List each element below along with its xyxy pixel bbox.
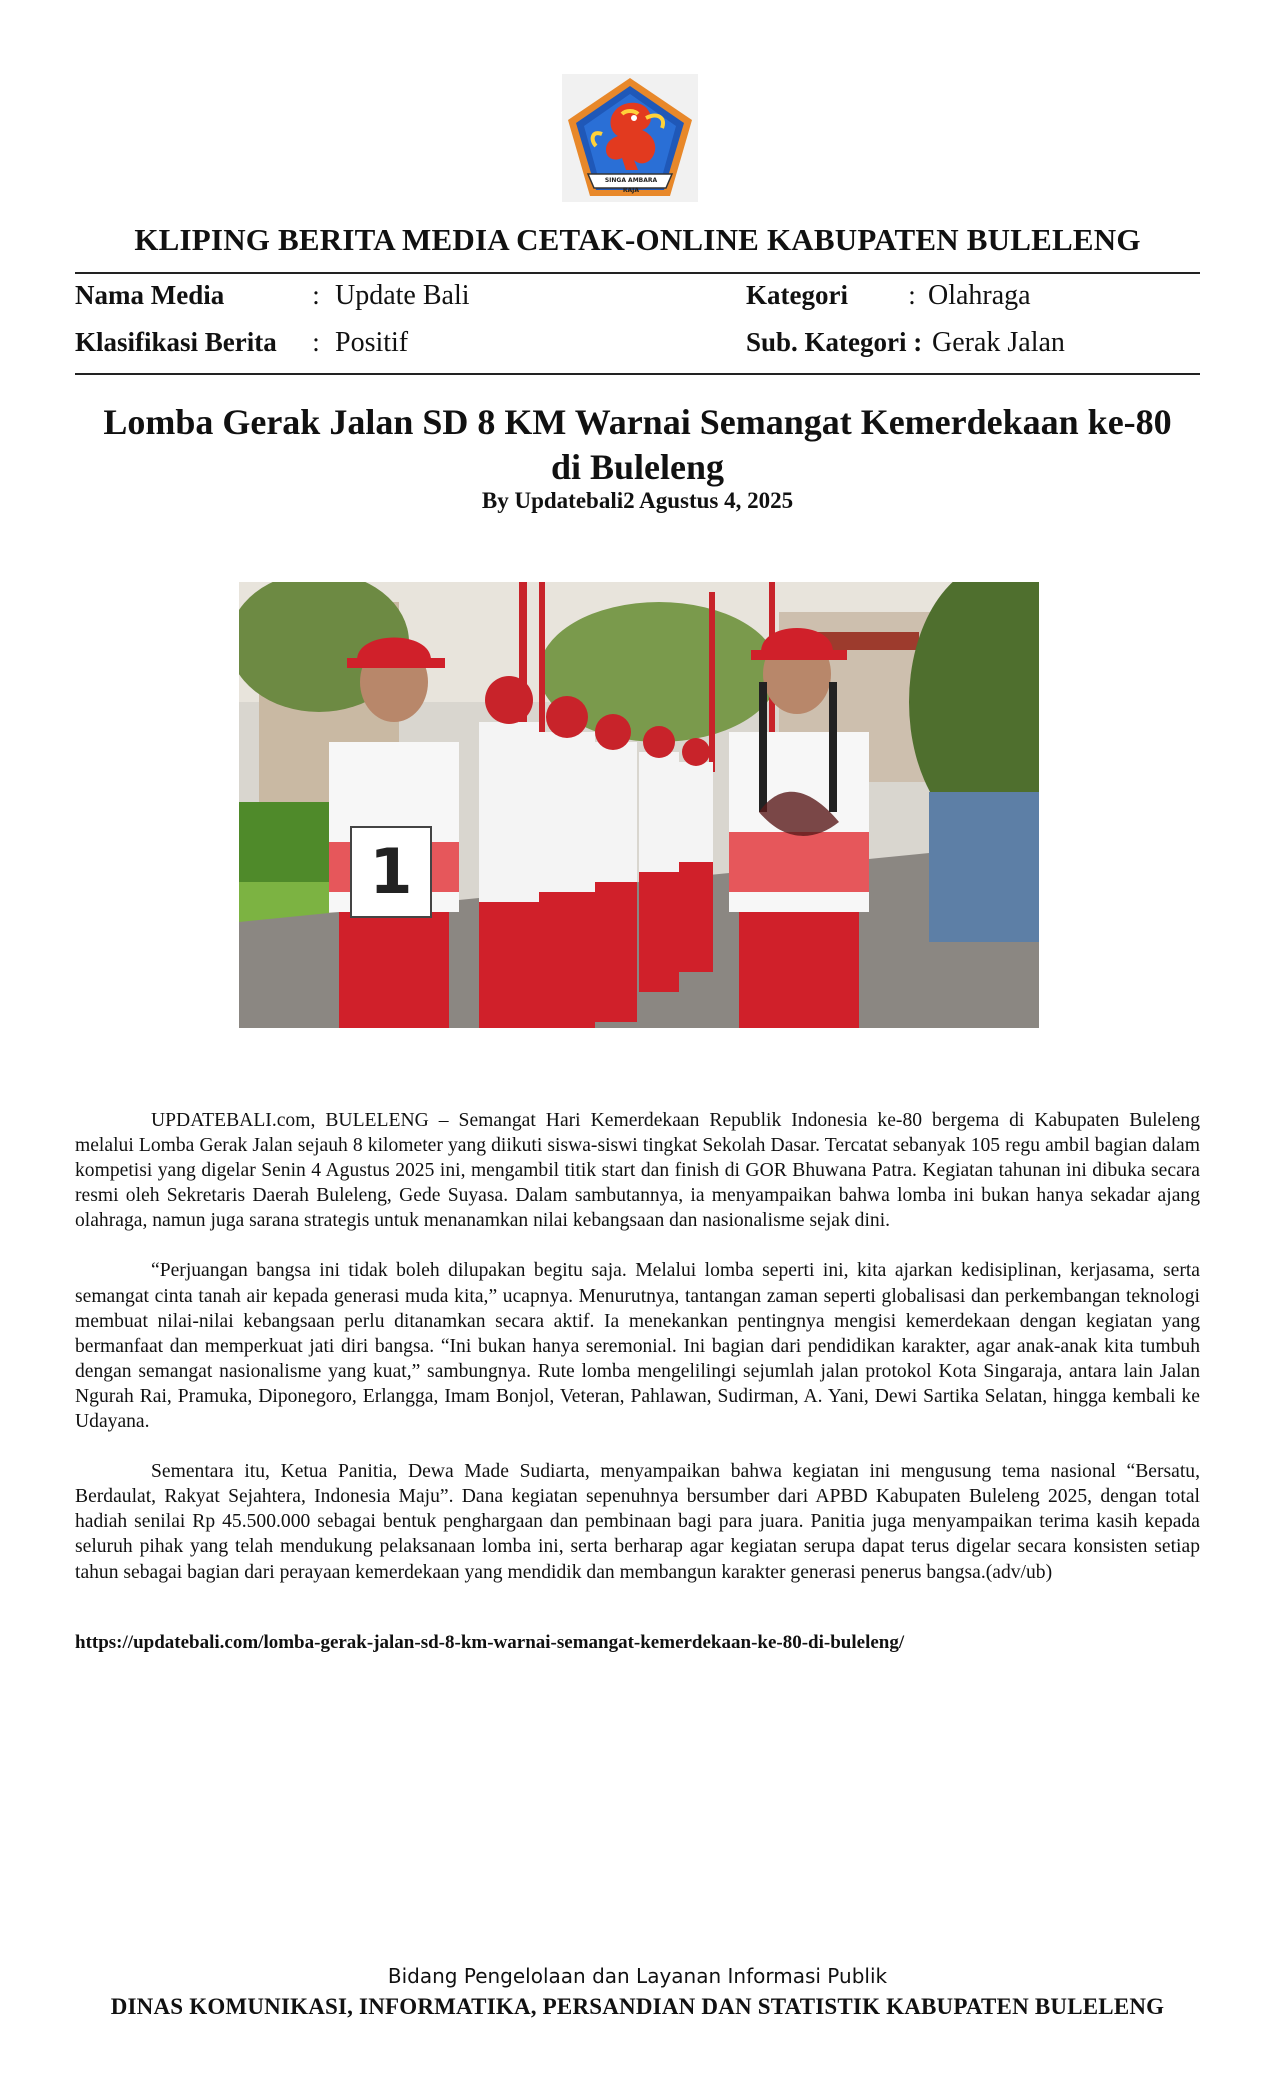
meta-sub-kategori (746, 327, 1065, 359)
meta-value-nama-media: Update Bali (335, 280, 470, 311)
article-paragraph: “Perjuangan bangsa ini tidak boleh dilupakan begitu saja. Melalui lomba seperti ini, kita ajarkan kedisiplinan, kerjasama, serta semangat cinta tanah air kepada generasi muda kita,” ucapnya. Menurutnya, tantangan zaman seperti globalisasi dan perkembangan teknologi membuat nilai-nilai kebangsaan perlu ditanamkan secara aktif. Ia menekankan pentingnya mengisi kemerdekaan dengan kegiatan yang bermanfaat dan memperkuat jati diri bangsa. “Ini bukan hanya seremonial. Ini bagian dari pendidikan karakter, agar anak-anak kita tumbuh dengan semangat nasionalisme yang kuat,” sambungnya. Rute lomba mengelilingi sejumlah jalan protokol Kota Singaraja, antara lain Jalan Ngurah Rai, Pramuka, Diponegoro, Erlangga, Imam Bonjol, Veteran, Pahlawan, Sudirman, A. Yani, Dewi Sartika Selatan, hingga kembali ke Udayana. (75, 1260, 1200, 1433)
header-rule-bottom (75, 373, 1200, 375)
article-paragraph: Sementara itu, Ketua Panitia, Dewa Made Sudiarta, menyampaikan bahwa kegiatan ini mengusung tema nasional “Bersatu, Berdaulat, Rakyat Sejahtera, Indonesia Maju”. Dana kegiatan sepenuhnya bersumber dari APBD Kabupaten Buleleng 2025, dengan total hadiah senilai Rp 45.500.000 sebagai bentuk penghargaan dan pembinaan bagi para juara. Panitia juga menyampaikan terima kasih kepada seluruh pihak yang telah mendukung pelaksanaan lomba ini, serta berharap agar kegiatan serupa dapat terus digelar secara konsisten setiap tahun sebagai bagian dari perayaan kemerdekaan yang mendidik dan membangun karakter generasi penerus bangsa.(adv/ub) (75, 1461, 1200, 1583)
meta-value-sub-kategori: Gerak Jalan (932, 327, 1065, 358)
meta-value-klasifikasi: Positif (335, 327, 409, 358)
meta-colon: : (312, 327, 320, 357)
meta-kategori (746, 280, 1031, 312)
source-url-link[interactable]: https://updatebali.com/lomba-gerak-jalan-sd-8-km-warnai-semangat-kemerdekaan-ke-80-di-buleleng/ (75, 1632, 905, 1653)
article-paragraph: UPDATEBALI.com, BULELENG – Semangat Hari Kemerdekaan Republik Indonesia ke-80 bergema di Kabupaten Buleleng melalui Lomba Gerak Jalan sejauh 8 kilometer yang diikuti siswa-siswi tingkat Sekolah Dasar. Tercatat sebanyak 105 regu ambil bagian dalam kompetisi yang digelar Senin 4 Agustus 2025 ini, mengambil titik start dan finish di GOR Bhuwana Patra. Kegiatan tahunan ini dibuka secara resmi oleh Sekretaris Daerah Buleleng, Gede Suyasa. Dalam sambutannya, ia menyampaikan bahwa lomba ini bukan hanya sekadar ajang olahraga, namun juga sarana strategis untuk menanamkan nilai kebangsaan dan nasionalisme sejak dini. (75, 1110, 1200, 1232)
header-rule-top (75, 272, 1200, 274)
meta-label: Klasifikasi Berita (75, 327, 277, 357)
regency-logo (562, 74, 698, 202)
article-body (75, 1108, 1200, 1610)
meta-label: Nama Media (75, 280, 225, 310)
logo-ribbon-text: SINGA AMBARA RAJA (604, 177, 658, 194)
meta-colon: : (312, 280, 320, 310)
article-photo (239, 582, 1039, 1028)
meta-klasifikasi (75, 327, 408, 359)
race-bib-number: 1 (369, 835, 413, 908)
meta-label: Kategori (746, 280, 848, 310)
meta-colon: : (908, 280, 916, 310)
article-byline: By Updatebali2 Agustus 4, 2025 (481, 488, 794, 513)
meta-nama-media (75, 280, 470, 312)
meta-value-kategori: Olahraga (928, 280, 1031, 311)
meta-label: Sub. Kategori : (746, 327, 923, 357)
article-title: Lomba Gerak Jalan SD 8 KM Warnai Semangat Kemerdekaan ke-80 di Buleleng (103, 402, 1172, 487)
document-header-title: KLIPING BERITA MEDIA CETAK-ONLINE KABUPATEN BULELENG (134, 222, 1141, 257)
footer-division: Bidang Pengelolaan dan Layanan Informasi Publik (387, 1964, 888, 1988)
marching-students-photo (239, 582, 1039, 1028)
footer-agency: DINAS KOMUNIKASI, INFORMATIKA, PERSANDIAN DAN STATISTIK KABUPATEN BULELENG (110, 1994, 1165, 2019)
